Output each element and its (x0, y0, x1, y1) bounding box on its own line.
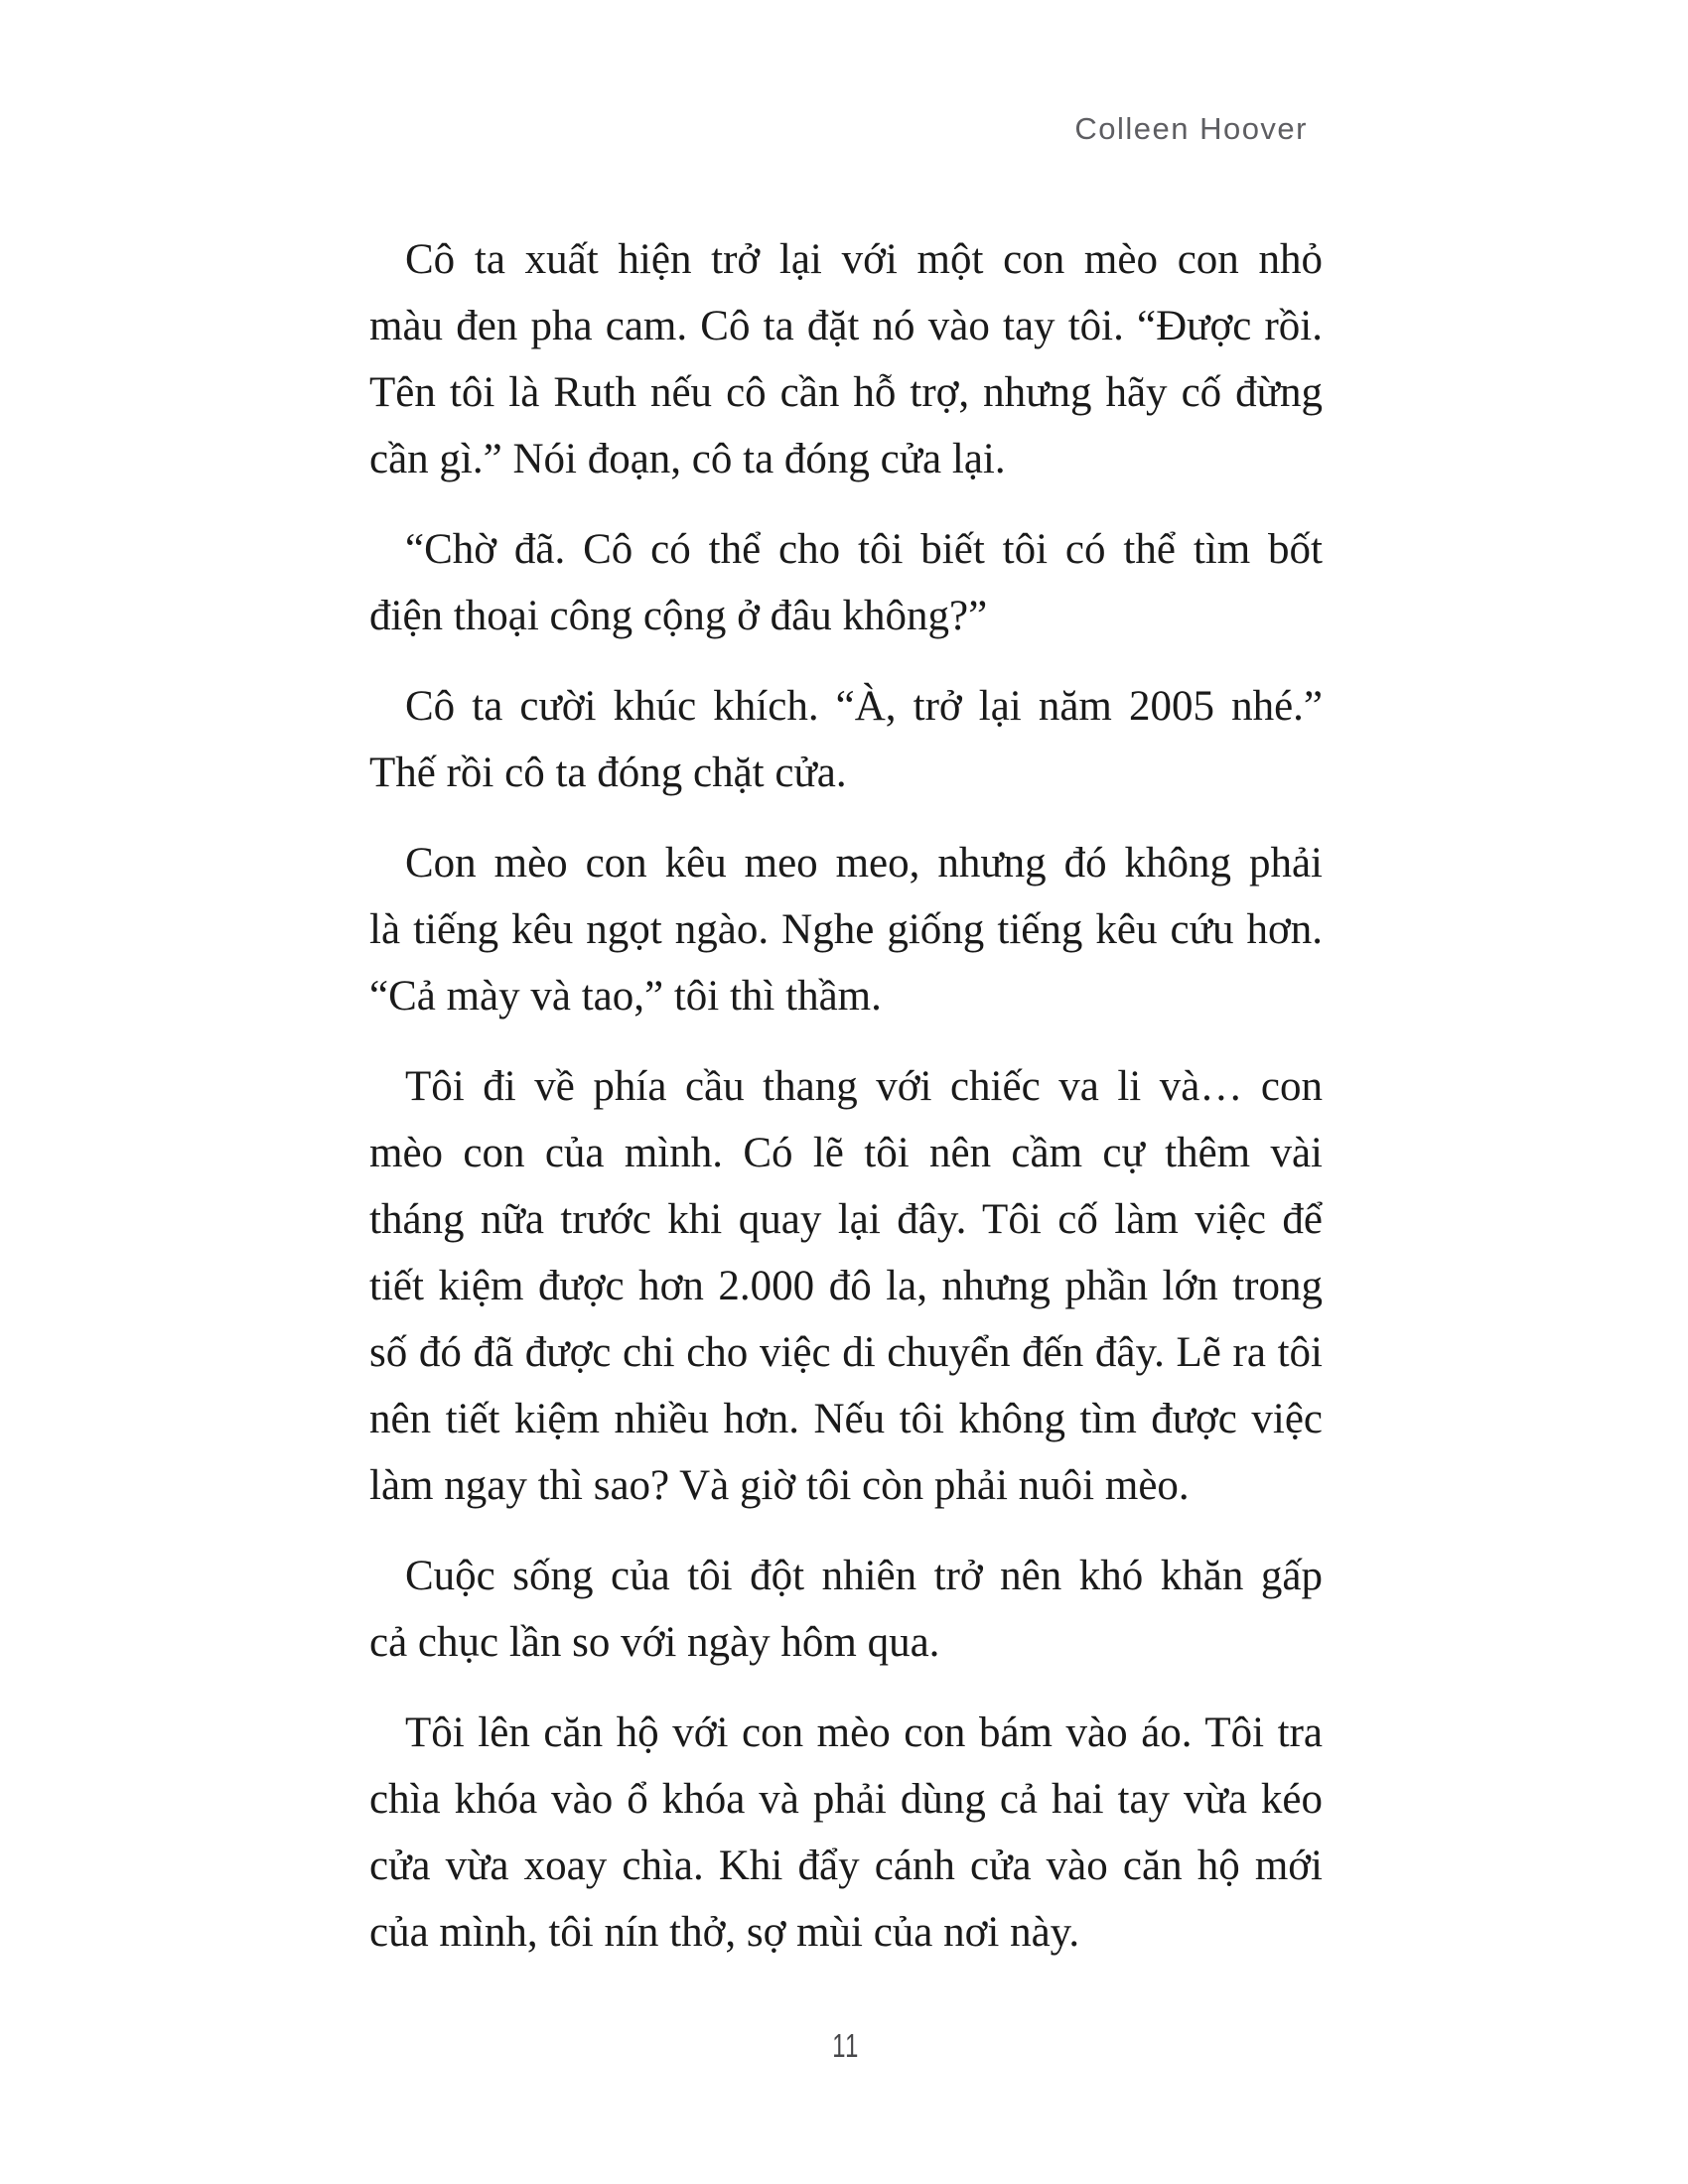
page-number: 11 (832, 2027, 860, 2064)
text-line: chìa khóa vào ổ khóa và phải dùng cả hai tay vừa kéo (369, 1776, 1323, 1823)
text-line: Con mèo con kêu meo meo, nhưng đó không phải (405, 840, 1323, 887)
text-line: của mình, tôi nín thở, sợ mùi của nơi này. (369, 1909, 1080, 1956)
paragraph (369, 1543, 1323, 1676)
text-line: cần gì.” Nói đoạn, cô ta đóng cửa lại. (369, 436, 1006, 482)
text-line: màu đen pha cam. Cô ta đặt nó vào tay tôi. “Được rồi. (369, 303, 1323, 349)
text-line: “Chờ đã. Cô có thể cho tôi biết tôi có thể tìm bốt (405, 526, 1323, 573)
text-line: số đó đã được chi cho việc di chuyển đến đây. Lẽ ra tôi (369, 1329, 1323, 1376)
page-body (369, 226, 1323, 1966)
text-line: Cô ta cười khúc khích. “À, trở lại năm 2005 nhé.” (405, 683, 1323, 730)
text-line: cả chục lần so với ngày hôm qua. (369, 1619, 940, 1666)
text-line: Tôi lên căn hộ với con mèo con bám vào áo. Tôi tra (405, 1709, 1323, 1756)
paragraph (369, 516, 1323, 649)
paragraph (369, 830, 1323, 1029)
text-line: điện thoại công cộng ở đâu không?” (369, 593, 988, 639)
paragraph (369, 673, 1323, 806)
text-line: Tôi đi về phía cầu thang với chiếc va li và… con (405, 1063, 1323, 1110)
running-header-author: Colleen Hoover (1074, 111, 1308, 146)
text-line: “Cả mày và tao,” tôi thì thầm. (369, 973, 882, 1020)
text-line: mèo con của mình. Có lẽ tôi nên cầm cự thêm vài (369, 1130, 1323, 1176)
text-line: Tên tôi là Ruth nếu cô cần hỗ trợ, nhưng hãy cố đừng (369, 369, 1323, 416)
text-line: tiết kiệm được hơn 2.000 đô la, nhưng phần lớn trong (369, 1263, 1323, 1309)
text-line: Cô ta xuất hiện trở lại với một con mèo con nhỏ (405, 236, 1323, 283)
text-line: cửa vừa xoay chìa. Khi đẩy cánh cửa vào căn hộ mới (369, 1843, 1323, 1889)
paragraph (369, 1053, 1323, 1519)
text-line: nên tiết kiệm nhiều hơn. Nếu tôi không tìm được việc (369, 1396, 1323, 1442)
paragraph (369, 226, 1323, 492)
text-line: tháng nữa trước khi quay lại đây. Tôi cố làm việc để (369, 1196, 1323, 1243)
text-line: làm ngay thì sao? Và giờ tôi còn phải nuôi mèo. (369, 1462, 1190, 1509)
text-line: là tiếng kêu ngọt ngào. Nghe giống tiếng kêu cứu hơn. (369, 906, 1323, 953)
text-line: Cuộc sống của tôi đột nhiên trở nên khó khăn gấp (405, 1553, 1323, 1599)
text-line: Thế rồi cô ta đóng chặt cửa. (369, 750, 847, 796)
paragraph (369, 1700, 1323, 1966)
